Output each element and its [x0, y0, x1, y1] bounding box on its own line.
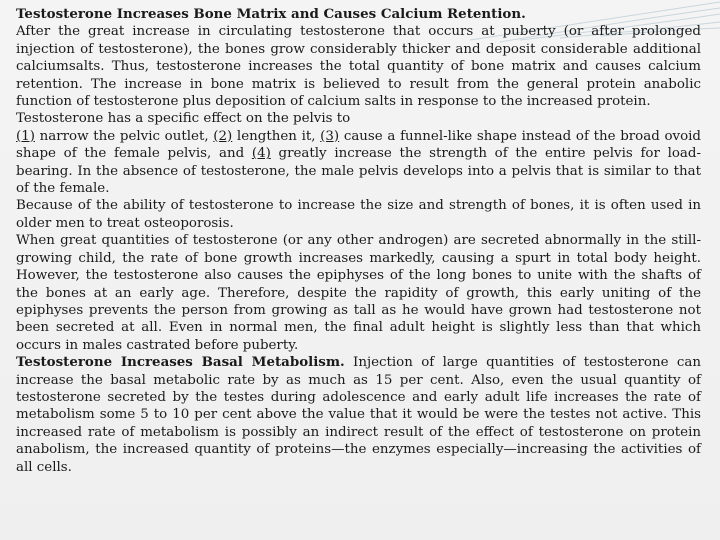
basal-metabolism-body: Injection of large quantities of testosterone can increase the basal metabolic rate by as much as 15 per cent. Also, even the usual quantity of testosterone secreted by the testes during adolescence and early adult life increases the rate of metabolism some 5 to 10 per cent above the value that it would be were the testes not active. This increased rate of metabolism is possibly an indirect result of the effect of testosterone on protein anabolism, the increased quantity of proteins—the enzymes especially—increasing the activities of all cells. [16, 355, 701, 475]
list-marker-2: (2) [213, 128, 233, 144]
paragraph-bone-growth: After the great increase in circulating testosterone that occurs at puberty (or after prolonged injection of testosterone), the bones grow considerably thicker and deposit considerable additional calciumsalts. Thus, testosterone increases the total quantity of bone matrix and causes calcium retention. The increase in bone matrix is believed to result from the general protein anabolic function of testosterone plus deposition of calcium salts in response to the increased protein. [16, 24, 701, 110]
paragraph-osteoporosis: Because of the ability of testosterone to increase the size and strength of bones, it is often used in older men to treat osteoporosis. [16, 198, 701, 231]
pelvis-effect-1: narrow the pelvic outlet, [34, 128, 214, 144]
list-marker-1: (1) [16, 128, 35, 144]
paragraph-basal-metabolism [16, 354, 701, 476]
paragraph-growth-spurt: When great quantities of testosterone (or any other androgen) are secreted abnormally in the still-growing child, the rate of bone growth increases markedly, causing a spurt in total body height. However, the testosterone also causes the epiphyses of the long bones to unite with the shafts of the bones at an early age. Therefore, despite the rapidity of growth, this early uniting of the epiphyses prevents the person from growing as tall as he would have grown had testosterone not been secreted at all. Even in normal men, the final adult height is slightly less than that which occurs in males castrated before puberty. [16, 233, 701, 353]
list-marker-4: (4) [251, 146, 271, 162]
paragraph-pelvis [16, 110, 701, 197]
pelvis-effect-4: greatly increase the strength of the entire pelvis for load-bearing. In the absence of testosterone, the male pelvis develops into a pelvis that is similar to that of the female. [16, 146, 701, 197]
document-body [16, 6, 701, 476]
section-heading-basal-metabolism: Testosterone Increases Basal Metabolism. [16, 354, 345, 371]
list-marker-3: (3) [320, 128, 340, 144]
section-heading-bone-matrix: Testosterone Increases Bone Matrix and Causes Calcium Retention. [16, 6, 526, 22]
pelvis-intro: Testosterone has a specific effect on the pelvis to [16, 111, 351, 127]
pelvis-effect-3: cause a funnel-like shape instead of the broad ovoid shape of the female pelvis, and [16, 128, 702, 162]
pelvis-effect-2: lengthen it, [232, 128, 321, 144]
